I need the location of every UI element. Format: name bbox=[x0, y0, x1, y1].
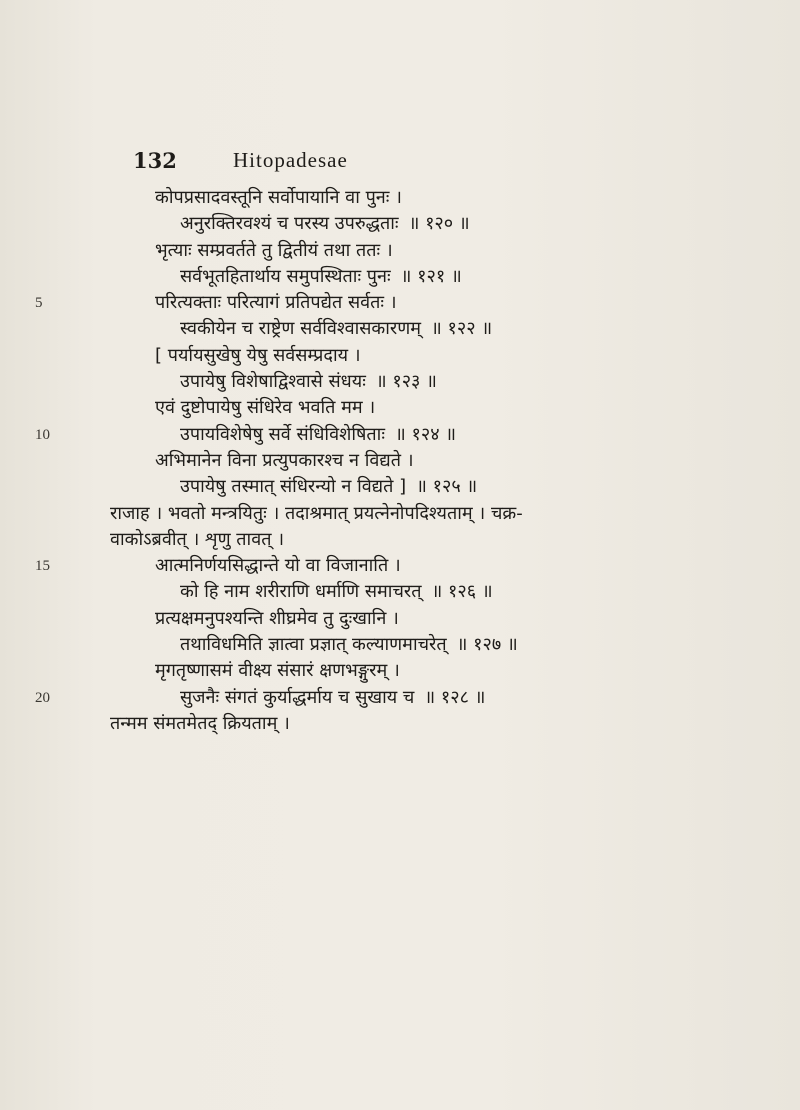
text-line bbox=[110, 369, 710, 395]
margin-line-number: 20 bbox=[35, 689, 50, 706]
line-text: को हि नाम शरीराणि धर्माणि समाचरत् bbox=[180, 581, 422, 603]
line-text: तथाविधमिति ज्ञात्वा प्रज्ञात् कल्याणमाचरेत् bbox=[180, 634, 447, 656]
text-line bbox=[110, 238, 710, 264]
line-text: अभिमानेन विना प्रत्युपकारश्च न विद्यते । bbox=[155, 449, 414, 471]
line-text: उपायविशेषेषु सर्वे संधिविशेषिताः bbox=[180, 423, 385, 445]
verse-number: ॥ १२५ ॥ bbox=[416, 476, 478, 498]
line-text: भृत्याः सम्प्रवर्तते तु द्वितीयं तथा ततः । bbox=[155, 239, 393, 261]
line-text: सर्वभूतहितार्थाय समुपस्थिताः पुनः bbox=[180, 265, 391, 287]
verse-number: ॥ १२४ ॥ bbox=[394, 423, 457, 445]
verse-number: ॥ १२७ ॥ bbox=[456, 634, 518, 656]
text-line bbox=[110, 316, 710, 342]
verse-number: ॥ १२१ ॥ bbox=[400, 265, 462, 287]
text-line bbox=[110, 658, 710, 684]
margin-line-number: 5 bbox=[35, 295, 43, 312]
verse-number: ॥ १२० ॥ bbox=[408, 213, 470, 235]
sanskrit-text-block bbox=[35, 185, 710, 737]
text-line bbox=[110, 632, 710, 658]
text-line bbox=[110, 474, 710, 500]
line-text: परित्यक्ताः परित्यागं प्रतिपद्येत सर्वतः । bbox=[155, 292, 397, 314]
verse-number: ॥ १२८ ॥ bbox=[424, 686, 486, 708]
margin-line-number: 15 bbox=[35, 558, 50, 575]
line-text: आत्मनिर्णयसिद्धान्ते यो वा विजानाति । bbox=[155, 555, 401, 577]
line-text: तन्मम संमतमेतद् क्रियताम् । bbox=[110, 712, 290, 734]
line-text: अनुरक्तिरवश्यं च परस्य उपरुद्धताः bbox=[180, 213, 399, 235]
line-text: राजाह । भवतो मन्त्रयितुः । तदाश्रमात् प्रयत्नेनोपदिश्यताम् । चक्र- bbox=[110, 502, 523, 524]
line-text: स्वकीयेन च राष्ट्रेण सर्वविश्वासकारणम् bbox=[180, 318, 422, 340]
verse-number: ॥ १२६ ॥ bbox=[431, 581, 493, 603]
line-text: एवं दुष्टोपायेषु संधिरेव भवति मम । bbox=[155, 397, 376, 419]
text-line bbox=[110, 343, 710, 369]
running-head: Hitopadesae bbox=[233, 148, 348, 172]
line-text: सुजनैः संगतं कुर्याद्धर्माय च सुखाय च bbox=[180, 686, 415, 708]
line-text: वाकोऽब्रवीत् । शृणु तावत् । bbox=[110, 528, 285, 550]
text-line bbox=[35, 290, 710, 316]
line-text: प्रत्यक्षमनुपश्यन्ति शीघ्रमेव तु दुःखानि । bbox=[155, 607, 399, 629]
text-line bbox=[110, 579, 710, 605]
text-line bbox=[110, 395, 710, 421]
text-line bbox=[110, 501, 710, 527]
text-line bbox=[110, 185, 710, 211]
page-number: 132 bbox=[133, 148, 177, 173]
text-line bbox=[110, 448, 710, 474]
text-line bbox=[110, 606, 710, 632]
text-line bbox=[35, 553, 710, 579]
verse-number: ॥ १२२ ॥ bbox=[431, 318, 493, 340]
verse-number: ॥ १२३ ॥ bbox=[375, 371, 437, 393]
text-line bbox=[110, 211, 710, 237]
line-text: उपायेषु तस्मात् संधिरन्यो न विद्यते ] bbox=[180, 476, 407, 498]
line-text: कोपप्रसादवस्तूनि सर्वोपायानि वा पुनः । bbox=[155, 187, 402, 208]
text-line bbox=[35, 422, 710, 448]
page-header bbox=[133, 148, 650, 174]
text-line bbox=[35, 685, 710, 711]
text-line bbox=[110, 711, 710, 737]
margin-line-number: 10 bbox=[35, 426, 50, 443]
line-text: उपायेषु विशेषाद्विश्वासे संधयः bbox=[180, 371, 366, 393]
line-text: [ पर्यायसुखेषु येषु सर्वसम्प्रदाय । bbox=[155, 344, 361, 366]
text-line bbox=[110, 527, 710, 553]
text-line bbox=[110, 264, 710, 290]
line-text: मृगतृष्णासमं वीक्ष्य संसारं क्षणभङ्गुरम् । bbox=[155, 660, 400, 682]
